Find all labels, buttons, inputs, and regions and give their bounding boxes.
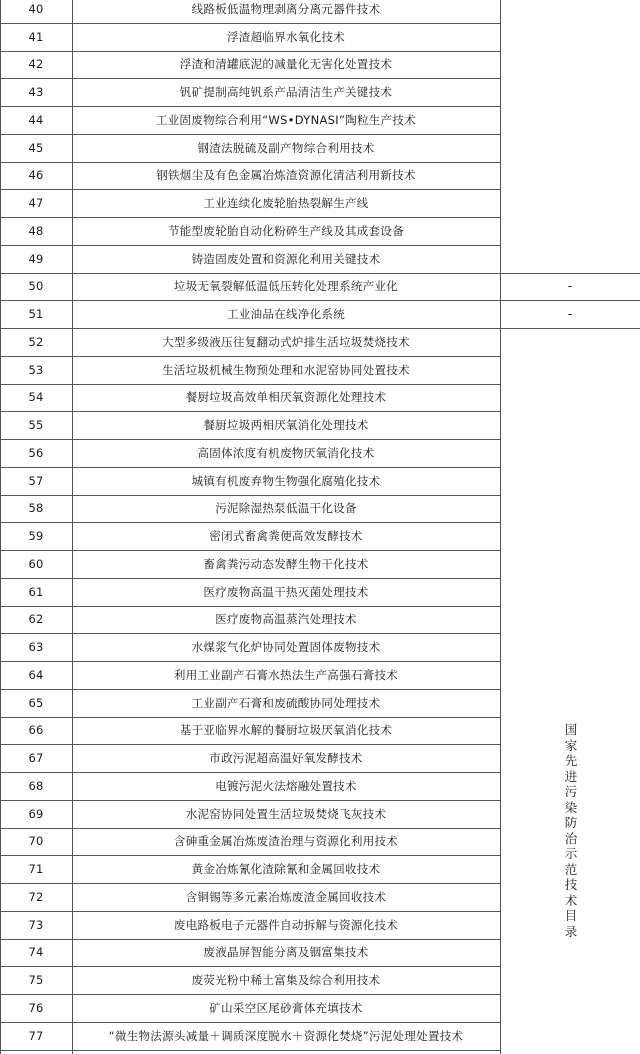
- technology-name: 浮渣和清罐底泥的减量化无害化处置技术: [179, 57, 393, 72]
- table-row: [0, 217, 640, 245]
- row-divider: [0, 883, 500, 884]
- table-row: [0, 772, 640, 800]
- technology-name: 污泥除湿热泵低温干化设备: [215, 501, 357, 516]
- row-divider: [0, 550, 500, 551]
- row-divider: [0, 162, 500, 163]
- technology-name: 工业副产石膏和废硫酸协同处理技术: [191, 695, 381, 710]
- category-cell: [500, 411, 640, 439]
- table-row: [0, 689, 640, 717]
- row-number: 51: [28, 307, 44, 322]
- table-row: [0, 134, 640, 162]
- category-cell: [500, 439, 640, 467]
- table-row: [0, 162, 640, 190]
- technology-name: 生活垃圾机械生物预处理和水泥窑协同处置技术: [162, 362, 410, 377]
- row-number: 73: [28, 917, 44, 932]
- category-cell: [500, 966, 640, 994]
- table-row: [0, 717, 640, 745]
- row-number: 77: [28, 1028, 44, 1043]
- technology-name: 水泥窑协同处置生活垃圾焚烧飞灰技术: [185, 806, 387, 821]
- row-divider: [0, 578, 500, 579]
- row-number: 63: [28, 640, 44, 655]
- table-row: [0, 273, 640, 301]
- category-cell: [500, 78, 640, 106]
- technology-name: 矿山采空区尾砂膏体充填技术: [209, 1000, 363, 1015]
- row-divider: [0, 495, 500, 496]
- category-cell: [500, 217, 640, 245]
- row-number: 65: [28, 695, 44, 710]
- row-divider: [0, 1050, 500, 1051]
- table-row: [0, 411, 640, 439]
- row-divider: [0, 300, 640, 301]
- category-cell: [500, 939, 640, 967]
- technology-name: 工业油品在线净化系统: [227, 307, 345, 322]
- row-number: 43: [28, 85, 44, 100]
- row-divider: [0, 744, 500, 745]
- row-divider: [0, 273, 640, 274]
- category-cell: -: [567, 307, 573, 322]
- row-divider: [0, 966, 500, 967]
- technology-name: 餐厨垃圾高效单相厌氧资源化处理技术: [185, 390, 387, 405]
- row-number: 64: [28, 667, 44, 682]
- technology-name: 线路板低温物理剥离分离元器件技术: [191, 1, 381, 16]
- technology-name: 黄金冶炼氰化渣除氰和金属回收技术: [191, 862, 381, 877]
- category-cell: [500, 356, 640, 384]
- table-row: [0, 661, 640, 689]
- row-number: 42: [28, 57, 44, 72]
- row-divider: [0, 78, 500, 79]
- row-number: 53: [28, 362, 44, 377]
- table-row: [0, 439, 640, 467]
- row-divider: [0, 411, 500, 412]
- table-row: [0, 1022, 640, 1050]
- row-divider: [0, 439, 500, 440]
- row-number: 59: [28, 529, 44, 544]
- row-number: 50: [28, 279, 44, 294]
- row-divider: [0, 134, 500, 135]
- category-cell: [500, 51, 640, 79]
- table-row: [0, 78, 640, 106]
- category-cell: [500, 189, 640, 217]
- table-row: [0, 966, 640, 994]
- column-divider: [500, 0, 501, 1054]
- technology-name: 城镇有机废弃物生物强化腐殖化技术: [191, 473, 381, 488]
- category-cell: [500, 467, 640, 495]
- row-number: 76: [28, 1000, 44, 1015]
- row-divider: [0, 189, 500, 190]
- technology-name: 废荧光粉中稀土富集及综合利用技术: [191, 973, 381, 988]
- table-row: [0, 578, 640, 606]
- row-number: 68: [28, 778, 44, 793]
- category-cell: [500, 328, 640, 356]
- column-divider: [0, 0, 1, 1054]
- row-divider: [0, 855, 500, 856]
- technology-name: 基于亚临界水解的餐厨垃圾厌氧消化技术: [179, 723, 393, 738]
- table-row: [0, 300, 640, 328]
- technology-name: 餐厨垃圾两相厌氧消化处理技术: [203, 418, 369, 433]
- technology-name: 钢铁烟尘及有色金属冶炼渣资源化清洁利用新技术: [156, 168, 416, 183]
- row-divider: [0, 689, 500, 690]
- table-row: [0, 883, 640, 911]
- technology-name: 畜禽粪污动态发酵生物干化技术: [203, 556, 369, 571]
- row-number: 69: [28, 806, 44, 821]
- row-number: 60: [28, 556, 44, 571]
- table-row: [0, 855, 640, 883]
- technology-name: 含铜锡等多元素冶炼废渣金属回收技术: [185, 889, 387, 904]
- row-number: 62: [28, 612, 44, 627]
- table-row: [0, 328, 640, 356]
- row-divider: [0, 717, 500, 718]
- table-row: [0, 467, 640, 495]
- category-cell: [500, 0, 640, 23]
- category-cell: [500, 606, 640, 634]
- row-divider: [0, 522, 500, 523]
- row-divider: [0, 217, 500, 218]
- table-row: [0, 606, 640, 634]
- category-cell: [500, 106, 640, 134]
- table-row: [0, 800, 640, 828]
- technology-name: 医疗废物高温干热灭菌处理技术: [203, 584, 369, 599]
- table-row: [0, 23, 640, 51]
- row-number: 57: [28, 473, 44, 488]
- table-row: [0, 550, 640, 578]
- technology-name: 水煤浆气化炉协同处置固体废物技术: [191, 640, 381, 655]
- category-cell: [500, 162, 640, 190]
- technology-name: 钢渣法脱硫及副产物综合利用技术: [197, 140, 375, 155]
- row-number: 45: [28, 140, 44, 155]
- row-divider: [0, 384, 500, 385]
- technology-name: “微生物法源头减量＋调质深度脱水＋资源化焚烧”污泥处理处置技术: [108, 1028, 464, 1043]
- table-row: [0, 0, 640, 23]
- technology-name: 医疗废物高温蒸汽处理技术: [215, 612, 357, 627]
- category-cell: [500, 1022, 640, 1050]
- row-number: 46: [28, 168, 44, 183]
- technology-name: 大型多级液压往复翻动式炉排生活垃圾焚烧技术: [162, 334, 410, 349]
- table-row: [0, 356, 640, 384]
- category-cell: [500, 661, 640, 689]
- row-number: 66: [28, 723, 44, 738]
- row-number: 72: [28, 889, 44, 904]
- technology-name: 废液晶屏智能分离及铟富集技术: [203, 945, 369, 960]
- row-divider: [0, 828, 500, 829]
- table-row: [0, 106, 640, 134]
- row-divider: [0, 106, 500, 107]
- row-number: 58: [28, 501, 44, 516]
- row-number: 49: [28, 251, 44, 266]
- row-number: 40: [28, 1, 44, 16]
- category-cell: [500, 245, 640, 273]
- row-divider: [0, 606, 500, 607]
- table-row: [0, 495, 640, 523]
- technology-name: 电镀污泥火法熔融处置技术: [215, 778, 357, 793]
- row-divider: [0, 939, 500, 940]
- category-cell: [500, 134, 640, 162]
- row-number: 61: [28, 584, 44, 599]
- table-row: [0, 384, 640, 412]
- row-divider: [0, 633, 500, 634]
- row-number: 41: [28, 29, 44, 44]
- merged-category-label: 国家先进污染防治示范技术目录: [564, 722, 578, 939]
- technology-name: 利用工业副产石膏水热法生产高强石膏技术: [173, 667, 399, 682]
- row-divider: [0, 994, 500, 995]
- category-cell: -: [567, 279, 573, 294]
- row-divider: [0, 245, 500, 246]
- row-divider: [0, 51, 500, 52]
- row-number: 55: [28, 418, 44, 433]
- table-row: [0, 633, 640, 661]
- column-divider: [72, 0, 73, 1054]
- row-divider: [0, 328, 640, 329]
- row-divider: [0, 661, 500, 662]
- row-divider: [0, 1022, 500, 1023]
- row-number: 52: [28, 334, 44, 349]
- technology-name: 废电路板电子元器件自动拆解与资源化技术: [173, 917, 399, 932]
- table-row: [0, 51, 640, 79]
- row-divider: [0, 356, 500, 357]
- row-divider: [0, 911, 500, 912]
- row-number: 67: [28, 751, 44, 766]
- row-number: 54: [28, 390, 44, 405]
- technology-name: 浮渣超临界水氧化技术: [227, 29, 345, 44]
- row-number: 56: [28, 445, 44, 460]
- row-number: 71: [28, 862, 44, 877]
- table-row: [0, 522, 640, 550]
- row-number: 47: [28, 196, 44, 211]
- row-number: 75: [28, 973, 44, 988]
- technology-name: 工业固废物综合利用“WS•DYNASI”陶粒生产技术: [155, 112, 417, 127]
- table-row: [0, 189, 640, 217]
- row-number: 74: [28, 945, 44, 960]
- row-divider: [0, 800, 500, 801]
- category-cell: [500, 550, 640, 578]
- table-row: [0, 828, 640, 856]
- row-number: 44: [28, 112, 44, 127]
- technology-name: 工业连续化废轮胎热裂解生产线: [203, 196, 369, 211]
- category-cell: [500, 633, 640, 661]
- technology-name: 钒矿提制高纯钒系产品清洁生产关键技术: [179, 85, 393, 100]
- category-cell: [500, 578, 640, 606]
- category-cell: [500, 689, 640, 717]
- technology-name: 高固体浓度有机废物厌氧消化技术: [197, 445, 375, 460]
- row-divider: [0, 467, 500, 468]
- category-cell: [500, 23, 640, 51]
- row-number: 70: [28, 834, 44, 849]
- table-row: [0, 911, 640, 939]
- row-number: 48: [28, 223, 44, 238]
- category-cell: [500, 994, 640, 1022]
- category-cell: [500, 522, 640, 550]
- table-row: [0, 994, 640, 1022]
- row-divider: [0, 772, 500, 773]
- table-row: [0, 744, 640, 772]
- technology-name: 铸造固废处置和资源化利用关键技术: [191, 251, 381, 266]
- technology-name: 垃圾无氧裂解低温低压转化处理系统产业化: [173, 279, 399, 294]
- technology-name: 市政污泥超高温好氧发酵技术: [209, 751, 363, 766]
- table-row: [0, 939, 640, 967]
- category-cell: [500, 384, 640, 412]
- category-cell: [500, 495, 640, 523]
- table-row: [0, 245, 640, 273]
- technology-name: 密闭式畜禽粪便高效发酵技术: [209, 529, 363, 544]
- technology-name: 含砷重金属冶炼废渣治理与资源化利用技术: [173, 834, 399, 849]
- technology-name: 节能型废轮胎自动化粉碎生产线及其成套设备: [168, 223, 404, 238]
- row-divider: [0, 23, 500, 24]
